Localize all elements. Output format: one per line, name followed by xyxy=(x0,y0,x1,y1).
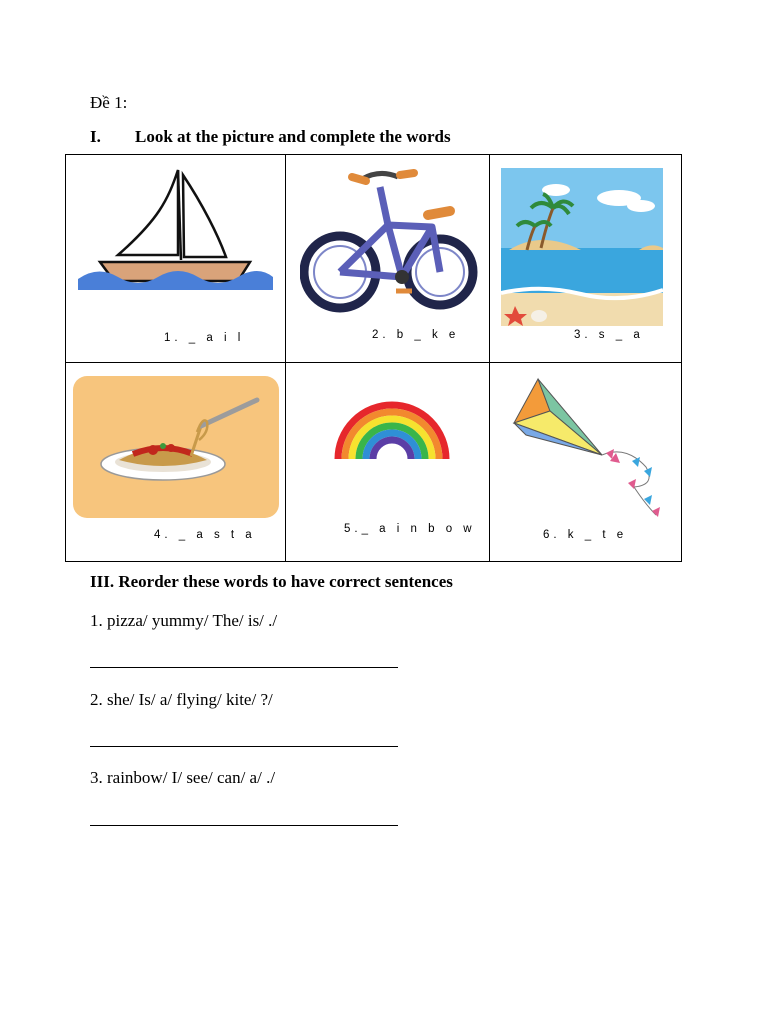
grid-cell-sailboat xyxy=(66,155,285,362)
grid-cell-pasta xyxy=(66,363,285,561)
grid-cell-bike xyxy=(286,155,489,362)
word-label: 6. k _ t e xyxy=(543,529,628,541)
reorder-question-3: 3. rainbow/ I/ see/ can/ a/ ./ xyxy=(90,768,276,787)
answer-line-1[interactable] xyxy=(90,667,398,668)
word-label: 1. _ a i l xyxy=(164,332,245,344)
reorder-question-1: 1. pizza/ yummy/ The/ is/ ./ xyxy=(90,611,278,630)
grid-cell-kite xyxy=(490,363,682,561)
section-1-number: I. xyxy=(90,127,101,146)
word-label: 5._ a i n b o w xyxy=(344,523,476,535)
rainbow-picture xyxy=(334,391,450,461)
answer-line-3[interactable] xyxy=(90,825,398,826)
word-label: 2. b _ k e xyxy=(372,329,460,341)
section-3-heading: III. Reorder these words to have correct sentences xyxy=(90,572,453,591)
kite-picture xyxy=(506,375,676,520)
answer-line-2[interactable] xyxy=(90,746,398,747)
test-title: Đề 1: xyxy=(90,93,128,112)
picture-grid xyxy=(65,154,682,562)
sailboat-picture xyxy=(78,165,273,290)
word-label: 4. _ a s t a xyxy=(154,529,256,541)
reorder-question-2: 2. she/ Is/ a/ flying/ kite/ ?/ xyxy=(90,690,273,709)
word-label: 3. s _ a xyxy=(574,329,644,341)
section-1-heading xyxy=(90,127,451,147)
pasta-picture xyxy=(73,376,279,518)
grid-cell-sea xyxy=(490,155,682,362)
sea-picture xyxy=(501,168,663,326)
section-1-title: Look at the picture and complete the words xyxy=(135,127,451,146)
grid-cell-rainbow xyxy=(286,363,489,561)
bicycle-picture xyxy=(300,167,480,327)
